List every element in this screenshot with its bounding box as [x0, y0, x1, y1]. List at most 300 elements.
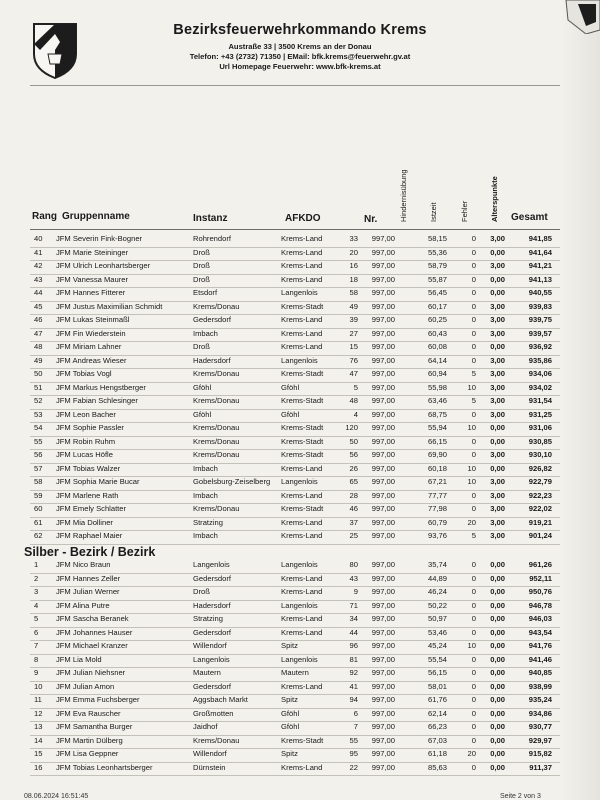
- table-row: [0, 736, 600, 749]
- cell-istzeit: 61,18: [427, 749, 447, 758]
- cell-nr: 49: [349, 301, 358, 311]
- cell-instanz: Droß: [193, 247, 210, 257]
- cell-fehler: 0: [471, 654, 476, 664]
- table-row: [0, 722, 600, 735]
- cell-gesamt: 940,55: [528, 288, 552, 297]
- header-istzeit: Istzeit: [429, 202, 438, 222]
- cell-afkdo: Krems-Land: [281, 614, 323, 623]
- cell-alterspunkte: 0,00: [490, 342, 505, 351]
- cell-gruppenname: JFM Emely Schlatter: [56, 504, 127, 513]
- cell-istzeit: 60,43: [427, 328, 447, 338]
- cell-gesamt: 952,11: [529, 573, 552, 583]
- cell-instanz: Imbach: [193, 490, 218, 500]
- cell-gesamt: 930,85: [528, 436, 552, 446]
- cell-nr: 37: [349, 517, 358, 527]
- cell-hindernisuebung: 997,00: [371, 369, 395, 378]
- cell-gruppenname: JFM Lucas Höfle: [56, 450, 113, 459]
- cell-istzeit: 61,76: [427, 695, 447, 704]
- cell-afkdo: Spitz: [281, 641, 298, 650]
- cell-istzeit: 56,15: [427, 668, 447, 677]
- cell-gruppenname: JFM Julian Niehsner: [56, 668, 126, 677]
- cell-nr: 27: [349, 328, 358, 338]
- cell-gesamt: 946,03: [528, 614, 552, 623]
- cell-gesamt: 929,97: [528, 735, 552, 745]
- cell-gruppenname: JFM Markus Hengstberger: [56, 382, 146, 392]
- cell-istzeit: 62,14: [427, 708, 447, 718]
- table-row: [0, 356, 600, 369]
- cell-afkdo: Gföhl: [281, 708, 300, 718]
- cell-nr: 50: [349, 436, 358, 446]
- cell-gruppenname: JFM Michael Kranzer: [56, 641, 128, 650]
- cell-nr: 48: [349, 396, 358, 405]
- cell-afkdo: Krems-Land: [281, 627, 323, 637]
- cell-istzeit: 60,79: [427, 517, 447, 527]
- cell-fehler: 0: [471, 450, 476, 459]
- cell-hindernisuebung: 997,00: [371, 681, 395, 691]
- cell-gesamt: 935,86: [528, 355, 552, 365]
- cell-hindernisuebung: 997,00: [371, 423, 395, 432]
- cell-istzeit: 67,03: [427, 735, 447, 745]
- cell-fehler: 0: [471, 328, 476, 338]
- cell-hindernisuebung: 997,00: [371, 722, 395, 731]
- cell-gruppenname: JFM Leon Bacher: [56, 409, 116, 419]
- cell-fehler: 10: [467, 423, 476, 432]
- cell-istzeit: 35,74: [427, 560, 447, 569]
- table-row: [0, 560, 600, 573]
- table-row: [0, 329, 600, 342]
- cell-nr: 16: [349, 261, 358, 270]
- cell-alterspunkte: 0,00: [490, 735, 505, 745]
- table-row: [0, 655, 600, 668]
- cell-rang: 12: [34, 708, 43, 718]
- table-row: [0, 587, 600, 600]
- cell-afkdo: Krems-Land: [281, 490, 323, 500]
- cell-afkdo: Spitz: [281, 695, 298, 704]
- cell-gesamt: 934,02: [528, 382, 552, 392]
- cell-fehler: 10: [467, 382, 476, 392]
- cell-alterspunkte: 0,00: [490, 463, 505, 473]
- cell-fehler: 0: [471, 436, 476, 446]
- cell-alterspunkte: 3,00: [490, 355, 505, 365]
- table-row: [0, 410, 600, 423]
- cell-gruppenname: JFM Eva Rauscher: [56, 708, 121, 718]
- cell-hindernisuebung: 997,00: [371, 382, 395, 392]
- cell-alterspunkte: 3,00: [490, 234, 505, 243]
- cell-hindernisuebung: 997,00: [371, 409, 395, 419]
- cell-gesamt: 938,99: [528, 681, 552, 691]
- cell-gesamt: 922,23: [528, 490, 552, 500]
- cell-fehler: 0: [471, 587, 476, 596]
- cell-nr: 96: [349, 641, 358, 650]
- table-row: [0, 682, 600, 695]
- cell-rang: 51: [34, 382, 43, 392]
- cell-rang: 58: [34, 477, 43, 486]
- cell-fehler: 0: [471, 342, 476, 351]
- cell-afkdo: Spitz: [281, 749, 298, 758]
- cell-instanz: Droß: [193, 274, 210, 284]
- cell-nr: 76: [349, 355, 358, 365]
- cell-istzeit: 77,98: [427, 504, 447, 513]
- cell-gesamt: 941,21: [528, 261, 552, 270]
- cell-istzeit: 44,89: [427, 573, 447, 583]
- cell-instanz: Krems/Donau: [193, 436, 240, 446]
- cell-hindernisuebung: 997,00: [371, 654, 395, 664]
- cell-alterspunkte: 3,00: [490, 477, 505, 486]
- letterhead-address: Austraße 33 | 3500 Krems an der Donau: [228, 42, 372, 51]
- cell-nr: 95: [349, 749, 358, 758]
- cell-rang: 4: [34, 600, 39, 610]
- header-nr: Nr.: [364, 214, 378, 225]
- cell-istzeit: 68,75: [427, 409, 447, 419]
- cell-instanz: Gedersdorf: [193, 627, 231, 637]
- cell-alterspunkte: 0,00: [490, 274, 505, 284]
- cell-nr: 55: [349, 735, 358, 745]
- cell-gruppenname: JFM Justus Maximilian Schmidt: [56, 301, 163, 311]
- cell-hindernisuebung: 997,00: [371, 463, 395, 473]
- cell-gesamt: 922,02: [528, 504, 552, 513]
- cell-hindernisuebung: 997,00: [371, 708, 395, 718]
- cell-fehler: 20: [467, 749, 476, 758]
- cell-gruppenname: JFM Tobias Leonhartsberger: [56, 762, 153, 772]
- cell-nr: 25: [349, 531, 358, 540]
- cell-fehler: 0: [471, 234, 476, 243]
- cell-nr: 58: [349, 288, 358, 297]
- header-instanz: Instanz: [193, 213, 228, 224]
- cell-fehler: 0: [471, 668, 476, 677]
- cell-hindernisuebung: 997,00: [371, 614, 395, 623]
- cell-fehler: 10: [467, 477, 476, 486]
- cell-gruppenname: JFM Martin Dülberg: [56, 735, 123, 745]
- cell-rang: 49: [34, 355, 43, 365]
- cell-gruppenname: JFM Marlene Rath: [56, 490, 119, 500]
- cell-gesamt: 946,78: [528, 600, 552, 610]
- letterhead-contact: Telefon: +43 (2732) 71350 | EMail: bfk.krems@feuerwehr.gv.at: [189, 52, 411, 61]
- cell-instanz: Krems/Donau: [193, 369, 240, 378]
- header-gruppenname: Gruppenname: [62, 211, 130, 222]
- cell-hindernisuebung: 997,00: [371, 490, 395, 500]
- footer-timestamp: 08.06.2024 16:51:45: [24, 793, 89, 800]
- cell-nr: 81: [349, 654, 358, 664]
- cell-nr: 44: [349, 627, 358, 637]
- cell-rang: 44: [34, 288, 43, 297]
- cell-nr: 22: [349, 762, 358, 772]
- cell-fehler: 20: [467, 517, 476, 527]
- cell-gruppenname: JFM Sophia Marie Bucar: [56, 477, 140, 486]
- cell-alterspunkte: 0,00: [490, 627, 505, 637]
- table-row: [0, 763, 600, 776]
- cell-nr: 56: [349, 450, 358, 459]
- cell-fehler: 0: [471, 735, 476, 745]
- cell-nr: 34: [349, 614, 358, 623]
- cell-gruppenname: JFM Tobias Walzer: [56, 463, 121, 473]
- cell-instanz: Dürnstein: [193, 762, 226, 772]
- cell-gesamt: 936,92: [528, 342, 552, 351]
- cell-nr: 43: [349, 573, 358, 583]
- cell-nr: 71: [349, 600, 358, 610]
- cell-gesamt: 931,25: [528, 409, 552, 419]
- cell-hindernisuebung: 997,00: [371, 342, 395, 351]
- cell-fehler: 0: [471, 288, 476, 297]
- row-divider: [30, 775, 560, 776]
- cell-alterspunkte: 3,00: [490, 504, 505, 513]
- cell-afkdo: Krems-Land: [281, 247, 323, 257]
- cell-gruppenname: JFM Fin Wiederstein: [56, 328, 126, 338]
- cell-hindernisuebung: 997,00: [371, 573, 395, 583]
- cell-istzeit: 77,77: [427, 490, 447, 500]
- cell-istzeit: 60,17: [427, 301, 447, 311]
- cell-alterspunkte: 0,00: [490, 695, 505, 704]
- cell-hindernisuebung: 997,00: [371, 762, 395, 772]
- cell-afkdo: Krems-Stadt: [281, 423, 324, 432]
- cell-instanz: Willendorf: [193, 641, 227, 650]
- cell-alterspunkte: 0,00: [490, 722, 505, 731]
- cell-fehler: 0: [471, 681, 476, 691]
- cell-gruppenname: JFM Nico Braun: [56, 560, 111, 569]
- cell-hindernisuebung: 997,00: [371, 315, 395, 324]
- cell-hindernisuebung: 997,00: [371, 355, 395, 365]
- cell-gruppenname: JFM Lia Mold: [56, 654, 102, 664]
- cell-afkdo: Krems-Land: [281, 342, 323, 351]
- cell-alterspunkte: 3,00: [490, 396, 505, 405]
- cell-afkdo: Krems-Land: [281, 573, 323, 583]
- cell-afkdo: Mautern: [281, 668, 309, 677]
- cell-afkdo: Krems-Stadt: [281, 396, 324, 405]
- cell-instanz: Imbach: [193, 531, 218, 540]
- cell-gruppenname: JFM Lukas Steinmaßl: [56, 315, 130, 324]
- header-alterspunkte: Alterspunkte: [490, 176, 499, 222]
- cell-istzeit: 58,15: [427, 234, 447, 243]
- cell-gesamt: 941,76: [528, 641, 552, 650]
- letterhead-title: Bezirksfeuerwehrkommando Krems: [173, 22, 427, 38]
- cell-afkdo: Krems-Stadt: [281, 436, 324, 446]
- table-row: [0, 477, 600, 490]
- cell-rang: 2: [34, 573, 39, 583]
- cell-fehler: 5: [471, 531, 476, 540]
- cell-gruppenname: JFM Samantha Burger: [56, 722, 133, 731]
- cell-nr: 47: [349, 369, 358, 378]
- cell-fehler: 0: [471, 301, 476, 311]
- cell-gesamt: 926,82: [528, 463, 552, 473]
- cell-instanz: Stratzing: [193, 614, 223, 623]
- cell-gesamt: 961,26: [528, 560, 552, 569]
- cell-hindernisuebung: 997,00: [371, 531, 395, 540]
- cell-gesamt: 939,83: [528, 301, 552, 311]
- table-row: [0, 450, 600, 463]
- cell-istzeit: 55,87: [427, 274, 447, 284]
- cell-afkdo: Krems-Land: [281, 517, 323, 527]
- table-row: [0, 275, 600, 288]
- cell-fehler: 0: [471, 274, 476, 284]
- cell-instanz: Gobelsburg-Zeiselberg: [193, 477, 271, 486]
- cell-rang: 7: [34, 641, 39, 650]
- cell-gesamt: 941,13: [528, 274, 552, 284]
- cell-hindernisuebung: 997,00: [371, 396, 395, 405]
- cell-gesamt: 901,24: [528, 531, 552, 540]
- cell-fehler: 0: [471, 409, 476, 419]
- cell-gruppenname: JFM Ulrich Leonhartsberger: [56, 261, 151, 270]
- cell-istzeit: 85,63: [427, 762, 447, 772]
- cell-gesamt: 911,37: [529, 762, 552, 772]
- cell-nr: 80: [349, 560, 358, 569]
- cell-istzeit: 60,94: [427, 369, 447, 378]
- cell-alterspunkte: 3,00: [490, 261, 505, 270]
- cell-instanz: Krems/Donau: [193, 396, 240, 405]
- cell-instanz: Krems/Donau: [193, 301, 240, 311]
- cell-istzeit: 50,22: [427, 600, 447, 610]
- cell-afkdo: Langenlois: [281, 600, 318, 610]
- cell-instanz: Imbach: [193, 328, 218, 338]
- cell-alterspunkte: 0,00: [490, 708, 505, 718]
- cell-alterspunkte: 3,00: [490, 382, 505, 392]
- cell-instanz: Krems/Donau: [193, 504, 240, 513]
- cell-rang: 46: [34, 315, 43, 324]
- cell-gruppenname: JFM Raphael Maier: [56, 531, 123, 540]
- cell-instanz: Stratzing: [193, 517, 223, 527]
- cell-istzeit: 55,98: [427, 382, 447, 392]
- cell-rang: 3: [34, 587, 39, 596]
- cell-fehler: 5: [471, 369, 476, 378]
- cell-gesamt: 941,85: [528, 234, 552, 243]
- cell-instanz: Großmotten: [193, 708, 234, 718]
- cell-hindernisuebung: 997,00: [371, 436, 395, 446]
- cell-rang: 54: [34, 423, 43, 432]
- cell-istzeit: 45,24: [427, 641, 447, 650]
- cell-fehler: 0: [471, 722, 476, 731]
- cell-instanz: Hadersdorf: [193, 355, 231, 365]
- cell-gesamt: 950,76: [528, 587, 552, 596]
- cell-gesamt: 939,57: [528, 328, 552, 338]
- table-row: [0, 628, 600, 641]
- header-gesamt: Gesamt: [511, 212, 548, 223]
- cell-nr: 5: [353, 382, 358, 392]
- cell-instanz: Imbach: [193, 463, 218, 473]
- cell-hindernisuebung: 997,00: [371, 735, 395, 745]
- cell-gesamt: 934,86: [528, 708, 552, 718]
- cell-rang: 41: [34, 247, 43, 257]
- cell-gesamt: 943,54: [528, 627, 552, 637]
- cell-fehler: 0: [471, 695, 476, 704]
- cell-rang: 14: [34, 735, 43, 745]
- table-row: [0, 531, 600, 544]
- cell-afkdo: Krems-Land: [281, 463, 323, 473]
- cell-alterspunkte: 3,00: [490, 531, 505, 540]
- cell-instanz: Hadersdorf: [193, 600, 231, 610]
- cell-alterspunkte: 0,00: [490, 668, 505, 677]
- table-row: [0, 668, 600, 681]
- cell-gruppenname: JFM Hannes Fitterer: [56, 288, 126, 297]
- cell-alterspunkte: 3,00: [490, 450, 505, 459]
- cell-fehler: 10: [467, 463, 476, 473]
- cell-nr: 7: [353, 722, 358, 731]
- cell-afkdo: Krems-Stadt: [281, 504, 324, 513]
- corner-logo-icon: [556, 0, 600, 34]
- cell-hindernisuebung: 997,00: [371, 587, 395, 596]
- cell-afkdo: Krems-Stadt: [281, 735, 324, 745]
- cell-fehler: 0: [471, 560, 476, 569]
- cell-afkdo: Krems-Stadt: [281, 450, 324, 459]
- cell-instanz: Droß: [193, 587, 210, 596]
- cell-rang: 62: [34, 531, 43, 540]
- cell-rang: 60: [34, 504, 43, 513]
- cell-istzeit: 64,14: [427, 355, 447, 365]
- cell-rang: 13: [34, 722, 43, 731]
- header-afkdo: AFKDO: [285, 213, 321, 224]
- cell-nr: 94: [349, 695, 358, 704]
- cell-nr: 33: [349, 234, 358, 243]
- cell-gesamt: 934,06: [528, 369, 552, 378]
- cell-gesamt: 915,82: [528, 749, 552, 758]
- cell-hindernisuebung: 997,00: [371, 477, 395, 486]
- cell-fehler: 0: [471, 614, 476, 623]
- cell-istzeit: 58,01: [427, 681, 447, 691]
- table-row: [0, 261, 600, 274]
- cell-hindernisuebung: 997,00: [371, 749, 395, 758]
- cell-afkdo: Krems-Land: [281, 274, 323, 284]
- cell-afkdo: Gföhl: [281, 409, 300, 419]
- cell-gruppenname: JFM Johannes Hauser: [56, 627, 133, 637]
- cell-istzeit: 66,15: [427, 436, 447, 446]
- cell-alterspunkte: 0,00: [490, 247, 505, 257]
- cell-rang: 43: [34, 274, 43, 284]
- cell-afkdo: Langenlois: [281, 560, 318, 569]
- cell-nr: 20: [349, 247, 358, 257]
- cell-alterspunkte: 3,00: [490, 315, 505, 324]
- cell-instanz: Langenlois: [193, 654, 230, 664]
- cell-alterspunkte: 0,00: [490, 654, 505, 664]
- cell-istzeit: 66,23: [427, 722, 447, 731]
- cell-alterspunkte: 0,00: [490, 681, 505, 691]
- cell-rang: 57: [34, 463, 43, 473]
- cell-rang: 1: [34, 560, 39, 569]
- cell-istzeit: 60,18: [427, 463, 447, 473]
- cell-fehler: 0: [471, 600, 476, 610]
- cell-afkdo: Krems-Land: [281, 315, 323, 324]
- cell-alterspunkte: 0,00: [490, 436, 505, 446]
- cell-istzeit: 60,25: [427, 315, 447, 324]
- cell-hindernisuebung: 997,00: [371, 695, 395, 704]
- cell-nr: 4: [353, 409, 358, 419]
- cell-fehler: 0: [471, 247, 476, 257]
- cell-gruppenname: JFM Fabian Schlesinger: [56, 396, 138, 405]
- fire-brigade-logo-icon: [30, 20, 80, 80]
- cell-hindernisuebung: 997,00: [371, 504, 395, 513]
- cell-istzeit: 69,90: [427, 450, 447, 459]
- cell-gesamt: 940,85: [528, 668, 552, 677]
- cell-hindernisuebung: 997,00: [371, 288, 395, 297]
- cell-afkdo: Langenlois: [281, 288, 318, 297]
- cell-fehler: 0: [471, 573, 476, 583]
- table-row: [0, 464, 600, 477]
- cell-rang: 47: [34, 328, 43, 338]
- cell-hindernisuebung: 997,00: [371, 328, 395, 338]
- table-row: [0, 614, 600, 627]
- cell-gruppenname: JFM Mia Dolliner: [56, 517, 113, 527]
- cell-fehler: 0: [471, 355, 476, 365]
- cell-rang: 40: [34, 234, 43, 243]
- letterhead-web: Url Homepage Feuerwehr: www.bfk-krems.at: [219, 62, 381, 71]
- cell-rang: 55: [34, 436, 43, 446]
- header-hindernisuebung: Hindernisübung: [399, 169, 408, 222]
- cell-nr: 15: [349, 342, 358, 351]
- cell-rang: 53: [34, 409, 43, 419]
- cell-alterspunkte: 3,00: [490, 517, 505, 527]
- cell-rang: 15: [34, 749, 43, 758]
- table-row: [0, 423, 600, 436]
- cell-afkdo: Langenlois: [281, 654, 318, 664]
- cell-hindernisuebung: 997,00: [371, 274, 395, 284]
- cell-istzeit: 63,46: [427, 396, 447, 405]
- cell-rang: 50: [34, 369, 43, 378]
